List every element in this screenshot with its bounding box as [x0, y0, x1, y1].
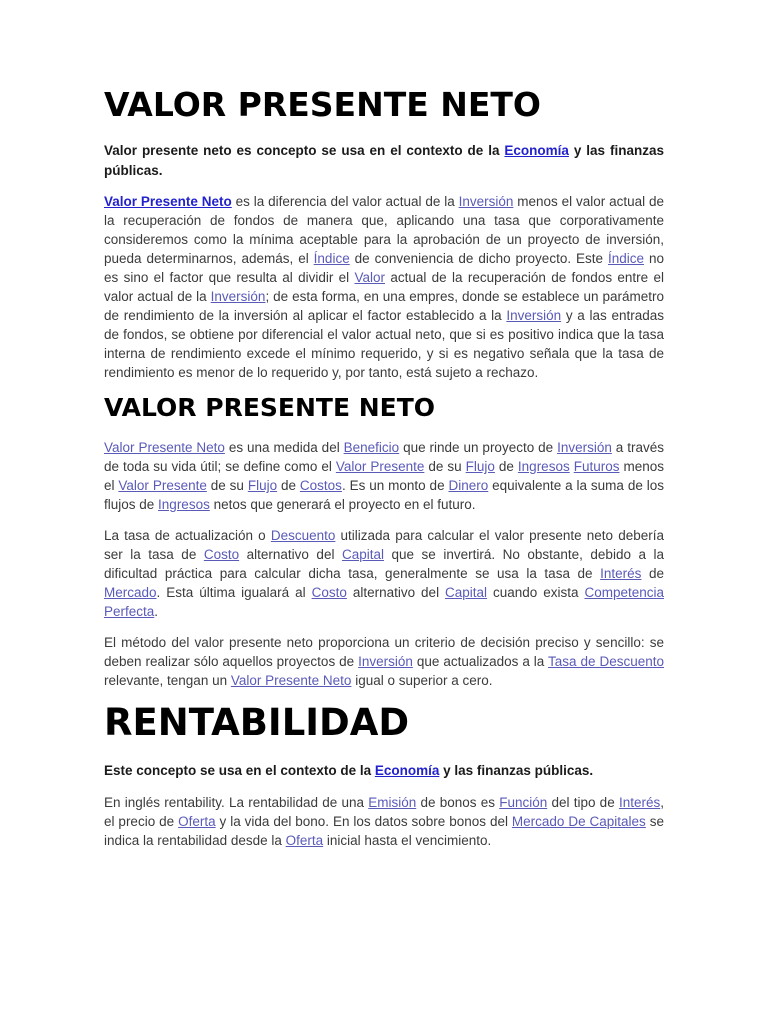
link-inversion[interactable]: Inversión [210, 289, 266, 304]
lead-paragraph [104, 761, 664, 781]
link-mercado-de-capitales[interactable]: Mercado De Capitales [511, 813, 646, 829]
text-run: La tasa de actualización o [104, 528, 271, 543]
text-run: de conveniencia de dicho proyecto. Este [349, 251, 608, 266]
link-capital[interactable]: Capital [445, 585, 488, 600]
link-capital[interactable]: Capital [341, 547, 384, 562]
paragraph [104, 192, 664, 382]
text-run: equivalente a la suma de los flujos de [104, 478, 664, 512]
link-indice[interactable]: Índice [313, 251, 350, 266]
link-inversion[interactable]: Inversión [557, 440, 612, 455]
link-costos[interactable]: Costos [299, 478, 342, 493]
link-valor-presente[interactable]: Valor Presente [118, 478, 207, 493]
text-run: relevante, tengan un [104, 673, 231, 688]
text-run: netos que generará el proyecto en el futuro. [209, 497, 476, 512]
text-run: El método del valor presente neto proporciona un criterio de decisión preciso y sencillo: se deben realizar sólo aquellos proyectos de [104, 635, 664, 669]
text-run: y las finanzas públicas. [439, 763, 594, 778]
link-emision[interactable]: Emisión [368, 794, 417, 810]
link-interes[interactable]: Interés [600, 566, 642, 581]
lead-paragraph [104, 141, 664, 180]
link-dinero[interactable]: Dinero [448, 478, 489, 493]
text-run: alternativo del [239, 547, 342, 562]
text-run: actual de la recuperación de fondos entre el valor actual de la [104, 270, 664, 304]
link-valor-presente-neto[interactable]: Valor Presente Neto [104, 194, 232, 209]
link-oferta[interactable]: Oferta [178, 813, 216, 829]
paragraph [104, 793, 664, 850]
paragraph [104, 438, 664, 514]
text-run: de su [424, 459, 466, 474]
text-run: de [494, 459, 518, 474]
link-ingresos[interactable]: Ingresos [158, 497, 210, 512]
link-inversion[interactable]: Inversión [506, 308, 562, 323]
link-flujo[interactable]: Flujo [247, 478, 278, 493]
text-run: de bonos es [416, 794, 500, 810]
link-economia[interactable]: Economía [504, 143, 569, 158]
link-oferta[interactable]: Oferta [285, 832, 324, 848]
text-run: es la diferencia del valor actual de la [231, 194, 459, 209]
text-run: Este concepto se usa en el contexto de la [104, 763, 375, 778]
text-run: de [277, 478, 300, 493]
text-run: de [641, 566, 664, 581]
link-competencia-perfecta[interactable]: Competencia Perfecta [104, 585, 665, 619]
text-run: . [154, 604, 159, 619]
link-valor-presente-neto[interactable]: Valor Presente Neto [230, 673, 352, 688]
text-run: a través de toda su vida útil; se define como el [104, 440, 664, 474]
text-run: de su [206, 478, 248, 493]
text-run: En inglés rentability. La rentabilidad de una [104, 794, 369, 810]
link-valor-presente[interactable]: Valor Presente [335, 459, 425, 474]
text-run: no es sino el factor que resulta al dividir el [104, 251, 664, 285]
text-run: del tipo de [547, 794, 619, 810]
text-run: Valor presente neto es concepto se usa en el contexto de la [104, 143, 505, 158]
text-run: cuando exista [487, 585, 585, 600]
link-costo[interactable]: Costo [203, 547, 240, 562]
text-run: es una medida del [224, 440, 344, 455]
link-beneficio[interactable]: Beneficio [343, 440, 400, 455]
text-run: inicial hasta el vencimiento. [323, 832, 492, 848]
link-flujo[interactable]: Flujo [465, 459, 495, 474]
text-run: menos el [104, 459, 664, 493]
paragraph [104, 526, 664, 621]
text-run: y las finanzas públicas. [104, 143, 664, 178]
heading-rentabilidad-7: RENTABILIDAD [104, 701, 410, 744]
text-run: que se invertirá. No obstante, debido a la dificultad práctica para calcular dicha tasa, generalmente se usa la tasa de [104, 547, 664, 581]
heading-valor-presente-neto-0: VALOR PRESENTE NETO [104, 85, 541, 124]
link-inversion[interactable]: Inversión [458, 194, 514, 209]
link-inversion[interactable]: Inversión [358, 654, 413, 669]
heading-valor-presente-neto-3: VALOR PRESENTE NETO [104, 393, 436, 422]
text-run: menos el valor actual de la recuperación de fondos de manera que, aplicando una tasa que corporativamente consideremos como la mínima aceptable para la aprobación de un proyecto de inversión, pueda determinarnos, además, el [104, 194, 664, 266]
link-costo[interactable]: Costo [311, 585, 347, 600]
text-run: y a las entradas de fondos, se obtiene por diferencial el valor actual neto, que si es positivo indica que la tasa interna de rendimiento excede el mínimo requerido, y si es negativo señala que la tasa de rendimiento es menor de lo requerido y, por tanto, está sujeto a rechazo. [104, 308, 664, 380]
text-run: que actualizados a la [412, 654, 549, 669]
text-run: y la vida del bono. En los datos sobre bonos del [215, 813, 512, 829]
link-valor[interactable]: Valor [354, 270, 386, 285]
text-run: se indica la rentabilidad desde la [104, 813, 664, 848]
text-run: igual o superior a cero. [351, 673, 493, 688]
text-run: ; de esta forma, en una empres, donde se establece un parámetro de rendimiento de la inversión al aplicar el factor establecido a la [104, 289, 664, 323]
link-descuento[interactable]: Descuento [270, 528, 336, 543]
text-run: que rinde un proyecto de [399, 440, 558, 455]
text-run: , el precio de [104, 794, 664, 829]
link-indice[interactable]: Índice [608, 251, 645, 266]
link-funcion[interactable]: Función [499, 794, 548, 810]
link-mercado[interactable]: Mercado [104, 585, 157, 600]
link-valor-presente-neto[interactable]: Valor Presente Neto [104, 440, 225, 455]
text-run: . Esta última igualará al [156, 585, 312, 600]
text-run: utilizada para calcular el valor presente neto debería ser la tasa de [104, 528, 664, 562]
link-ingresos[interactable]: Ingresos [517, 459, 570, 474]
link-interes[interactable]: Interés [618, 794, 661, 810]
paragraph [104, 633, 664, 690]
text-run: alternativo del [346, 585, 446, 600]
link-economia[interactable]: Economía [374, 763, 440, 778]
link-tasa-de-descuento[interactable]: Tasa de Descuento [548, 654, 664, 669]
link-futuros[interactable]: Futuros [573, 459, 620, 474]
text-run: . Es un monto de [341, 478, 449, 493]
